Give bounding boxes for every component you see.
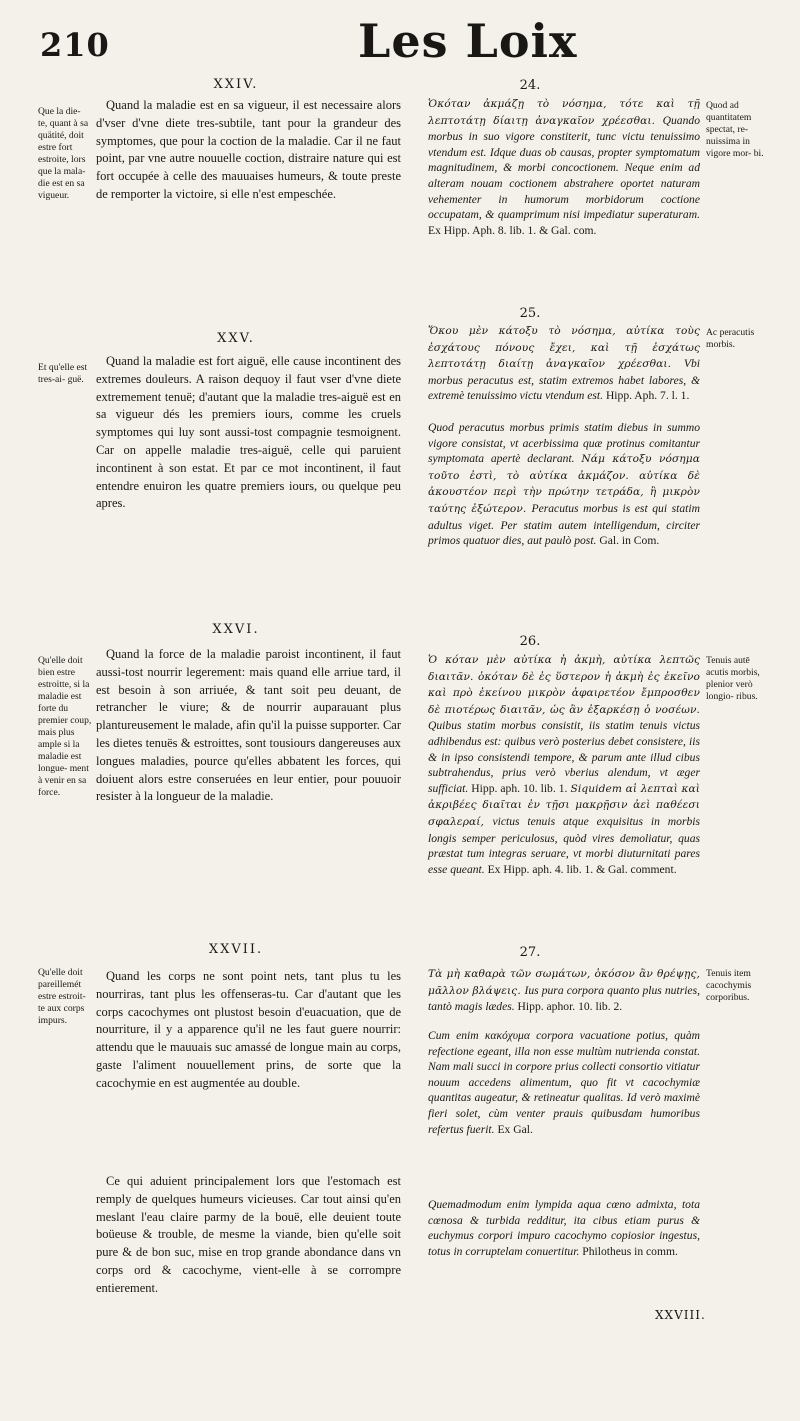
margin-note: Tenuis item cacochymis corporibus. bbox=[706, 968, 752, 1003]
latin-text: Quando morbus in suo vigore constiterit, tunc victu tenuissimo vtendum est. Idque duas ob causas, propter symptomatum magnitudinem, & morbi concoctionem. Neque enim ad alteram nouam coctionem abstrahere oportet naturam vehementer in humorum morbidorum coctione occupatam, & quamprimum nisi impediatur superaturam. bbox=[428, 113, 700, 222]
paragraph: Quand la force de la maladie paroist incontinent, il faut aussi-tost nourrir legerement: mais quand elle arriue tard, il est besoin à son arriuée, & tant soit peu deuant, de retrancher le viure; & de nourrir auparauant plus plantureusement le malade, afin qu'il la puisse supporter. Car les dietes tenuës & estroittes, sont tousiours dangereuses aux longues maladies, pource qu'elles abbatent les forces, qui doiuent alors estre conseruées en leur entier, pour pouuoir resister à la longueur de la maladie. bbox=[96, 647, 401, 804]
page-number: 210 bbox=[40, 26, 110, 64]
section-number: XXIV. bbox=[213, 77, 259, 92]
margin-note: Quod ad quantitatem spectat, re- nuissima in vigore mor- bi. bbox=[706, 100, 764, 159]
reference: Ex Hipp. aph. 4. lib. 1. & Gal. comment. bbox=[487, 862, 677, 876]
reference: Ex Hipp. Aph. 8. lib. 1. & Gal. com. bbox=[428, 223, 597, 237]
catchword: XXVIII. bbox=[655, 1308, 706, 1322]
paragraph: Quand la maladie est en sa vigueur, il est necessaire alors d'vser d'vne diete tres-subtile, tant pour la grandeur des symptomes, que pour la coction de la maladie. Car il ne faut point, par vne autre nouuelle coction, distraire nature qui est fort occupée à celle des mauuaises humeurs, & toute preste de remporter la victoire, si elle n'est empeschée. bbox=[96, 98, 401, 201]
latin-text: victus tenuis atque exquisitus in morbis longis semper periculosus, quòd vires demoliatur, quas præstat tum integras seruare, vt morbi diuturnitati pares esse queant. bbox=[428, 814, 700, 876]
latin-text: Cum enim κακόχυμα corpora vacuatione potius, quàm refectione egeant, illa non esse multùm nutrienda constat. Nam mali succi in corpore prius collecti consortio vitiatur nouum accedens alimentum, quo fit vt cacochymiæ quantitas augeatur, & retineatur qualitas. Id verò maximè fieri solet, cùm venter prauis quibusdam humoribus refertus fuerit. bbox=[428, 1029, 700, 1136]
section-number: 26. bbox=[519, 634, 541, 649]
reference: Ex Gal. bbox=[497, 1122, 533, 1136]
paragraph: Ce qui aduient principalement lors que l'estomach est remply de quelques humeurs vicieuses. Car tout ainsi qu'en meslant l'eau claire parmy de la bouë, elle deuient toute boüeuse & trouble, de mesme la viande, bien qu'elle soit pure & de bon suc, mise en trop grande abondance dans vn corps ord & cacochyme, vient-elle à se corrompre entierement. bbox=[96, 1174, 401, 1295]
section-number: XXVII. bbox=[208, 942, 264, 957]
running-title: Les Loix bbox=[358, 14, 578, 68]
reference: Hipp. aphor. 10. lib. 2. bbox=[517, 1000, 623, 1014]
greek-text: Ὅκου μὲν κάτοξυ τὸ νόσημα, αὐτίκα τοὺς ἐσχάτους πόνους ἔχει, καὶ τῇ ἐσχάτως λεπτοτάτῃ διαίτῃ ἀναγκαῖον χρέεσθαι. bbox=[428, 325, 700, 371]
section-number: 27. bbox=[519, 945, 541, 960]
quotation-block bbox=[428, 1197, 700, 1259]
quotation-block bbox=[428, 420, 700, 549]
latin-text: Peracutus morbus is est qui statim adultus viget. Per statim autem intelligendum, circiter primos quatuor dies, aut paulò post. bbox=[428, 501, 700, 548]
section-number: XXV. bbox=[217, 331, 255, 346]
greek-text: Ὁκόταν ἀκμάζῃ τὸ νόσημα, τότε καὶ τῇ λεπτοτάτῃ δίαιτῃ ἀναγκαῖον χρέεσθαι. bbox=[428, 98, 700, 127]
quotation-block bbox=[428, 966, 700, 1015]
paragraph: Quand la maladie est fort aiguë, elle cause incontinent des extremes douleurs. A raison dequoy il faut vser d'vne diete extremement tenuë; d'autant que la maladie tres-aiguë est en sa vigueur dés les premiers iours, comme les cruels symptomes qui luy sont aussi-tost compagnie tesmoignent. Car on appelle maladie tres-aiguë, celle qui paruient incontinent à son estat. Et par ce mot incontinent, il faut entendre enuiron les quatre premiers iours, ou quelque peu apres. bbox=[96, 354, 401, 511]
margin-note: Ac peracutis morbis. bbox=[706, 327, 755, 350]
reference: Hipp. Aph. 7. l. 1. bbox=[605, 389, 690, 403]
greek-text: Τὰ μὴ καθαρὰ τῶν σωμάτων, ὁκόσον ἂν θρέψῃς, μᾶλλον βλάψεις. bbox=[428, 968, 700, 997]
margin-note: Qu'elle doit pareillemét estre estroit- te aux corps impurs. bbox=[38, 967, 86, 1026]
reference: Gal. in Com. bbox=[599, 534, 660, 548]
quotation-block bbox=[428, 96, 700, 238]
greek-text: Ὁ κόταν μὲν αὐτίκα ἡ ἀκμὴ, αὐτίκα λεπτῶς διαιτᾶν. ὁκόταν δὲ ἐς ὕστερον ἡ ἀκμὴ ἐς ἐκεῖνο καὶ πρὸ ἐκείνου μικρὸν ἀφαιρετέον ἔμπροσθεν δὲ πιοτέρως διαιτᾶν, ὡς ἂν ἐξαρκέσῃ ὁ νοσέων. bbox=[428, 654, 700, 716]
greek-text: Siquidem αἱ λεπταὶ καὶ ἀκριβέες διαῖται ἐν τῇσι μακρῇσιν ἀεὶ παθέεσι σφαλεραί, bbox=[428, 782, 700, 828]
latin-text: Ius pura corpora quanto plus nutries, tantò magis lædes. bbox=[428, 983, 700, 1014]
quotation-block bbox=[428, 1028, 700, 1137]
latin-text: Quod peracutus morbus primis statim diebus in summo vigore consistat, vt acerbissima quæ protinus comitantur symptomata apertè declarant. bbox=[428, 421, 700, 466]
latin-text: Vbi morbus peracutus est, statim extremos habet labores, & extremè tenuissimo victu vtendum est. bbox=[428, 357, 700, 403]
latin-text: Quibus statim morbus consistit, iis statim tenuis victus adhibendus est: quibus verò posterius debet consistere, iis & in ipso consistendi tempore, & parum ante illud cibus subtrahendus, prius verò vberius alendum, vt æger sufficiat. bbox=[428, 719, 700, 795]
margin-note: Tenuis autē acutis morbis, plenior verò longio- ribus. bbox=[706, 655, 760, 702]
quotation-block bbox=[428, 323, 700, 404]
section-number: XXVI. bbox=[212, 622, 260, 637]
latin-text: Quemadmodum enim lympida aqua cœno admixta, tota cœnosa & turbida redditur, ita cibus etiam purus & euchymus corpori impuro cacochymo copiosior ingestus, totus in corruptelam conuertitur. bbox=[428, 1198, 700, 1258]
margin-note: Et qu'elle est tres-ai- guë. bbox=[38, 362, 88, 385]
quotation-block bbox=[428, 652, 700, 877]
reference: Hipp. aph. 10. lib. 1. bbox=[471, 781, 571, 795]
greek-text: Νάμ κάτοξυ νόσημα τοῦτο ἐστὶ, τὸ αὐτίκα ἀκμάζον. αὐτίκα δὲ ἀκουστέον περὶ τὴν πρώτην τετράδα, ἢ μικρὸν ταύτης ἐξώτερον. bbox=[428, 453, 700, 515]
reference: Philotheus in comm. bbox=[582, 1244, 678, 1258]
section-number: 25. bbox=[519, 306, 541, 321]
section-number: 24. bbox=[519, 78, 541, 93]
paragraph: Quand les corps ne sont point nets, tant plus tu les nourriras, tant plus les offenseras-tu. Car d'autant que les corps cacochymes ont plustost besoin d'euacuation, que de nourriture, il y a apparence qu'il ne les faut guere nourrir: attendu que le mauuais suc amassé de longue main au corps, gaste l'aliment nouuellement prins, de sorte que la cacochymie en est augmentée au double. bbox=[96, 969, 401, 1090]
margin-note: Que la die- te, quant à sa quätité, doit estre fort estroite, lors que la mala- die est en sa vigueur. bbox=[38, 106, 89, 201]
margin-note: Qu'elle doit bien estre estroitte, si la maladie est forte du premier coup, mais plus ample si la maladie est longue- ment à venir en sa force. bbox=[38, 655, 92, 798]
